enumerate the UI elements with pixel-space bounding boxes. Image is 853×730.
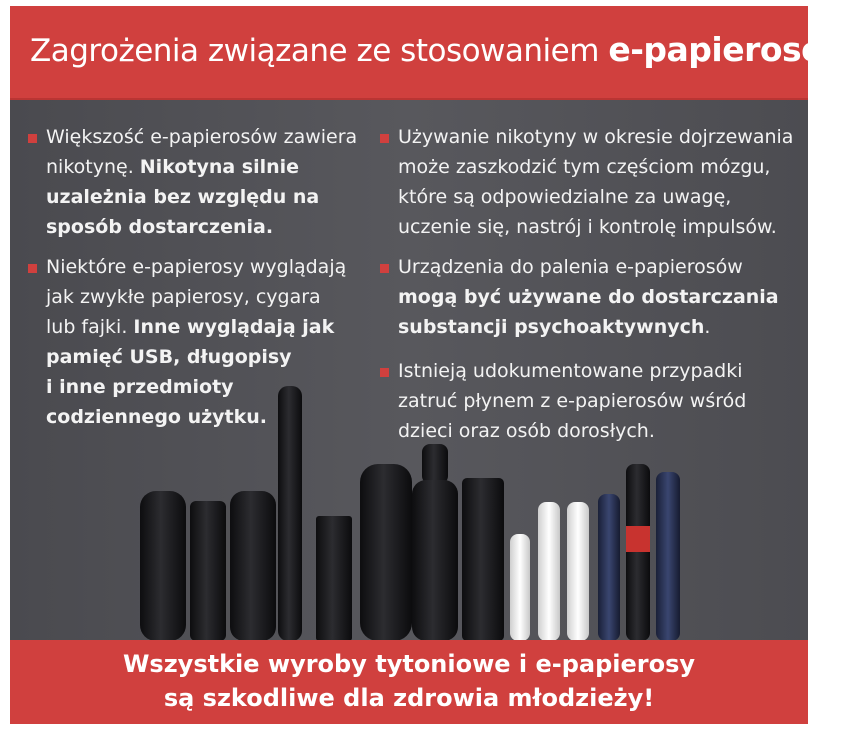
- device-blue-long: [656, 472, 680, 641]
- text: uczenie się, nastrój i kontrolę impulsów.: [398, 216, 777, 238]
- bullet-line: [46, 252, 386, 282]
- text: dzieci oraz osób dorosłych.: [398, 420, 655, 442]
- bullet-line: [398, 122, 798, 152]
- bullet-line: [398, 152, 798, 182]
- device-pod-1: [140, 491, 186, 641]
- text: które są odpowiedzialne za uwagę,: [398, 186, 732, 208]
- bullet-marker-icon: [380, 264, 389, 273]
- bullet-marker-icon: [28, 134, 37, 143]
- bullet-left-2: [46, 252, 386, 432]
- footer-line-2: są szkodliwe dla zdrowia młodzieży!: [163, 684, 655, 712]
- text: Istnieją udokumentowane przypadki: [398, 360, 743, 382]
- bullet-line: [46, 342, 386, 372]
- text: jak zwykłe papierosy, cygara: [46, 286, 321, 308]
- text: nikotynę.: [46, 156, 140, 178]
- bullet-line: [398, 386, 798, 416]
- bullet-marker-icon: [380, 134, 389, 143]
- text: Większość e-papierosów zawiera: [46, 126, 358, 148]
- device-white-2: [538, 502, 560, 641]
- bullet-line: [398, 416, 798, 446]
- device-white-3: [567, 502, 589, 641]
- device-tank-top: [422, 444, 448, 484]
- device-tank: [412, 480, 458, 641]
- text: Urządzenia do palenia e-papierosów: [398, 256, 743, 278]
- bullet-line: [46, 312, 386, 342]
- footer-line-1: Wszystkie wyroby tytoniowe i e-papierosy: [122, 650, 696, 678]
- page-title: [30, 30, 853, 69]
- device-red-label: [626, 526, 650, 552]
- bullet-line: [46, 402, 386, 432]
- bold-text: mogą być używane do dostarczania: [398, 286, 779, 308]
- text: Używanie nikotyny w okresie dojrzewania: [398, 126, 794, 148]
- device-dark-pen: [626, 464, 650, 641]
- bold-text: substancji psychoaktywnych: [398, 316, 705, 338]
- bullet-marker-icon: [28, 264, 37, 273]
- bold-text: i inne przedmioty: [46, 376, 234, 398]
- header-banner: [10, 6, 853, 100]
- device-white-1: [510, 534, 530, 641]
- bullet-line: [46, 182, 386, 212]
- device-mod: [360, 464, 412, 641]
- bullet-line: [46, 282, 386, 312]
- bullet-line: [398, 356, 798, 386]
- bold-text: pamięć USB, długopisy: [46, 346, 292, 368]
- bullet-right-3: [398, 356, 798, 446]
- text: może zaszkodzić tym częściom mózgu,: [398, 156, 771, 178]
- bold-text: codziennego użytku.: [46, 406, 268, 428]
- bullet-right-2: [398, 252, 798, 342]
- bullet-line: [46, 152, 386, 182]
- text: lub fajki.: [46, 316, 134, 338]
- bullet-right-1: [398, 122, 798, 242]
- bold-text: sposób dostarczenia.: [46, 216, 274, 238]
- device-box: [462, 478, 504, 641]
- bullet-left-1: [46, 122, 386, 242]
- bold-text: uzależnia bez względu na: [46, 186, 320, 208]
- device-usb: [316, 516, 352, 641]
- bullet-marker-icon: [380, 368, 389, 377]
- title-regular: Zagrożenia związane ze stosowaniem: [30, 33, 599, 69]
- bold-text: Inne wyglądają jak: [133, 316, 335, 338]
- bullet-line: [398, 282, 798, 312]
- device-blue-pen: [598, 494, 620, 641]
- bullet-line: [398, 212, 798, 242]
- title-bold: e-papierosów: [608, 30, 853, 69]
- text: .: [704, 316, 711, 338]
- footer-banner: [10, 640, 808, 724]
- bullet-line: [46, 212, 386, 242]
- bold-text: Nikotyna silnie: [139, 156, 300, 178]
- text: Niektóre e-papierosy wyglądają: [46, 256, 347, 278]
- bullet-line: [398, 312, 798, 342]
- bullet-line: [46, 372, 386, 402]
- bullet-line: [46, 122, 386, 152]
- bullet-line: [398, 252, 798, 282]
- infographic-card: [10, 6, 853, 724]
- text: zatruć płynem z e-papierosów wśród: [398, 390, 747, 412]
- bullet-line: [398, 182, 798, 212]
- device-pod-3: [230, 491, 276, 641]
- device-pod-2: [190, 501, 226, 641]
